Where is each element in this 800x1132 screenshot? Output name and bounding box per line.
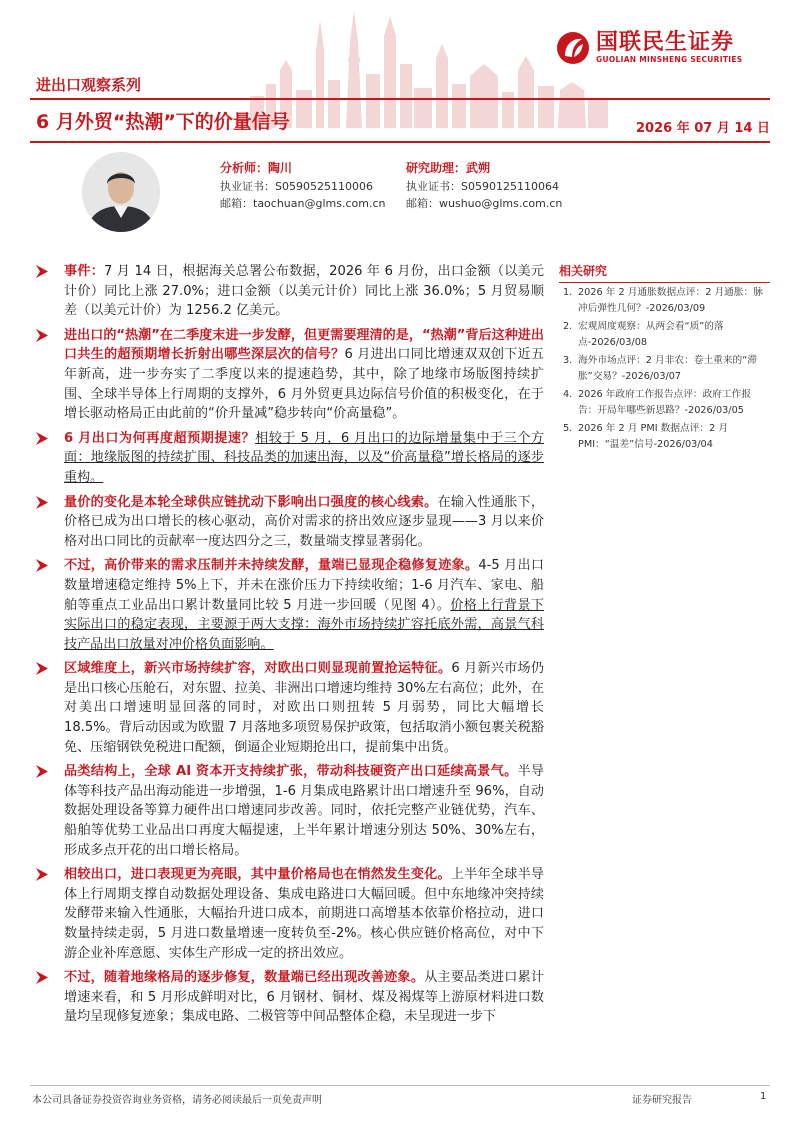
body-highlight: 6 月出口为何再度超预期提速？: [64, 430, 256, 446]
logo-mark-icon: [556, 31, 590, 65]
related-item-text: 2026 年 2 月通胀数据点评：2 月通胀：脉冲后弹性几何？-2026/03/09: [578, 287, 763, 314]
arrow-bullet-icon: [36, 971, 48, 984]
related-item[interactable]: [559, 353, 770, 385]
related-item[interactable]: [559, 421, 770, 453]
assistant-info: [406, 160, 562, 212]
related-item-text: 海外市场点评：2 月非农：卷土重来的“滞胀”交易？-2026/03/07: [578, 355, 757, 382]
analyst-cert: 执业证书：S0590525110006: [220, 180, 373, 193]
related-item-number: 3.: [563, 355, 573, 366]
body-paragraph: [36, 262, 544, 321]
body-highlight: 不过，高价带来的需求压制并未持续发酵，量端已显现企稳修复迹象。: [64, 558, 479, 574]
related-item-number: 5.: [563, 423, 573, 434]
body-text: 从主要品类进口累计增速来看，和 5 月形成鲜明对比，6 月钢材、铜材、煤及褐煤等上游原材料进口数量均呈现修复迹象；集成电路、二极管等中间品整体企稳，未呈现进一步下: [64, 970, 545, 1025]
body-text: 价格上行背景下实际出口的稳定表现，主要源于两大支撑：海外市场持续扩容托底外需，高景气科技产品出口放量对冲价格负面影响。: [64, 597, 544, 652]
body-paragraph: [36, 762, 544, 860]
report-title: 6 月外贸“热潮”下的价量信号: [36, 111, 290, 133]
body-text: 7 月 14 日，根据海关总署公布数据，2026 年 6 月份，出口金额（以美元计价）同比上涨 27.0%；进口金额（以美元计价）同比上涨 36.0%；5 月贸易顺差（以美元计价）为 1256.2 亿美元。: [64, 264, 544, 319]
assistant-email[interactable]: 邮箱：wushuo@glms.com.cn: [406, 197, 563, 210]
logo-name-en: GUOLIAN MINSHENG SECURITIES: [596, 55, 743, 64]
footer-divider: [30, 1085, 770, 1086]
body-text: 上半年全球半导体上行周期支撑自动数据处理设备、集成电路进口大幅回暖。但中东地缘冲突持续发酵带来输入性通胀，大幅抬升进口成本，前期进口高增基本依靠价格拉动，进口数量持续走弱，5 月进口数量增速一度转负至-2%。核心供应链价格高位，对中下游企业补库意愿、实体生产形成一定的挤出效应。: [64, 867, 545, 961]
analyst-email[interactable]: 邮箱：taochuan@glms.com.cn: [220, 197, 386, 210]
body-paragraph: [36, 865, 544, 963]
related-item-number: 2.: [563, 321, 573, 332]
body-highlight: 不过，随着地缘格局的逐步修复，数量端已经出现改善迹象。: [64, 970, 425, 986]
body-highlight: 进出口的“热潮”在二季度末进一步发酵，但更需要理清的是，“热潮”背后这种进出口共生的超预期增长折射出哪些深层次的信号？: [64, 327, 544, 363]
related-item[interactable]: [559, 285, 770, 317]
report-date: 2026 年 07 月 14 日: [636, 121, 770, 136]
company-logo: [556, 31, 742, 65]
logo-name-cn: 国联民生证券: [596, 30, 735, 55]
title-divider: [30, 141, 770, 143]
body-highlight: 品类结构上，全球 AI 资本开支持续扩张，带动科技硬资产出口延续高景气。: [64, 764, 518, 780]
related-item-text: 2026 年 2 月 PMI 数据点评：2 月 PMI：“温差”信号-2026/03/04: [578, 423, 729, 450]
related-item-text: 2026 年政府工作报告点评：政府工作报告：开局年哪些新思路？-2026/03/05: [578, 389, 752, 416]
body-paragraph: [36, 968, 544, 1027]
body-text: 6 月进出口同比增速双双创下近五年新高，进一步夯实了二季度以来的提速趋势，其中，除了地缘市场版图持续扩围、全球半导体上行周期的支撑外，6 月外贸更具边际信号价值的积极变化，在于增长驱动格局正由此前的“价升量减”稳步转向“价高量稳”。: [64, 347, 544, 422]
related-item-number: 4.: [563, 389, 573, 400]
report-body: [36, 262, 544, 1032]
arrow-bullet-icon: [36, 662, 48, 675]
body-paragraph: [36, 659, 544, 757]
assistant-name: 研究助理：武朔: [406, 161, 491, 175]
body-text: 半导体等科技产品出海动能进一步增强，1-6 月集成电路累计出口增速升至 96%，自动数据处理设备等算力硬件出口增速同步改善。同时，依托完整产业链优势，汽车、船舶等优势工业品出口再度大幅提速，上半年累计增速分别达 50%、30%左右，形成多点开花的出口增长格局。: [64, 764, 545, 858]
body-paragraph: [36, 429, 544, 488]
body-text: 4-5 月出口数量增速稳定维持 5%上下，并未在涨价压力下持续收缩；1-6 月汽车、家电、船舶等重点工业品出口累计数量同比较 5 月进一步回暖（见图 4）。: [64, 558, 544, 613]
related-item[interactable]: [559, 319, 770, 351]
arrow-bullet-icon: [36, 559, 48, 572]
arrow-bullet-icon: [36, 868, 48, 881]
footer-report-type: 证券研究报告: [632, 1095, 692, 1106]
header-divider: [30, 98, 770, 100]
assistant-cert: 执业证书：S0590125110064: [406, 180, 559, 193]
body-paragraph: [36, 493, 544, 552]
body-text: 相较于 5 月，6 月出口的边际增量集中于三个方面：地缘版图的持续扩围、科技品类的加速出海，以及“价高量稳”增长格局的逐步重构。: [64, 430, 544, 485]
arrow-bullet-icon: [36, 765, 48, 778]
analyst-avatar: [82, 152, 160, 232]
body-highlight: 相较出口，进口表现更为亮眼，其中量价格局也在悄然发生变化。: [64, 867, 451, 883]
related-item[interactable]: [559, 387, 770, 419]
related-list: [559, 285, 770, 453]
arrow-bullet-icon: [36, 329, 48, 342]
page-number: 1: [760, 1091, 767, 1102]
related-item-text: 宏观周度观察：从两会看“质”的落点-2026/03/08: [578, 321, 724, 348]
body-highlight: 区域维度上，新兴市场持续扩容，对欧出口则显现前置抢运特征。: [64, 661, 452, 677]
analyst-info: [220, 160, 385, 212]
body-paragraph: [36, 556, 544, 654]
arrow-bullet-icon: [36, 432, 48, 445]
body-highlight: 量价的变化是本轮全球供应链扰动下影响出口强度的核心线索。: [64, 494, 438, 510]
body-text: 6 月新兴市场仍是出口核心压舱石，对东盟、拉美、非洲出口增速均维持 30%左右高位；此外，在对美出口增速明显回落的同时，对欧出口则扭转 5 月弱势，同比大幅增长 18.5%。背后动因或为欧盟 7 月落地多项贸易保护政策，包括取消小额包裹关税豁免、压缩钢铁免税进口配额，倒逼企业短期抢出口，提前集中出货。: [64, 661, 544, 755]
analyst-name: 分析师：陶川: [220, 161, 293, 175]
related-heading: 相关研究: [559, 262, 770, 283]
body-highlight: 事件：: [64, 264, 105, 279]
related-item-number: 1.: [563, 287, 573, 298]
body-paragraph: [36, 326, 544, 424]
related-research: [559, 262, 770, 453]
arrow-bullet-icon: [36, 265, 48, 278]
report-series: 进出口观察系列: [36, 76, 142, 94]
footer-disclaimer: 本公司具备证券投资咨询业务资格，请务必阅读最后一页免责声明: [32, 1095, 322, 1106]
body-text: 在输入性通胀下，价格已成为出口增长的核心驱动，高价对需求的挤出效应逐步显现——3 月以来价格对出口同比的贡献率一度达四分之三，数量端支撑显著弱化。: [64, 494, 545, 549]
arrow-bullet-icon: [36, 496, 48, 509]
